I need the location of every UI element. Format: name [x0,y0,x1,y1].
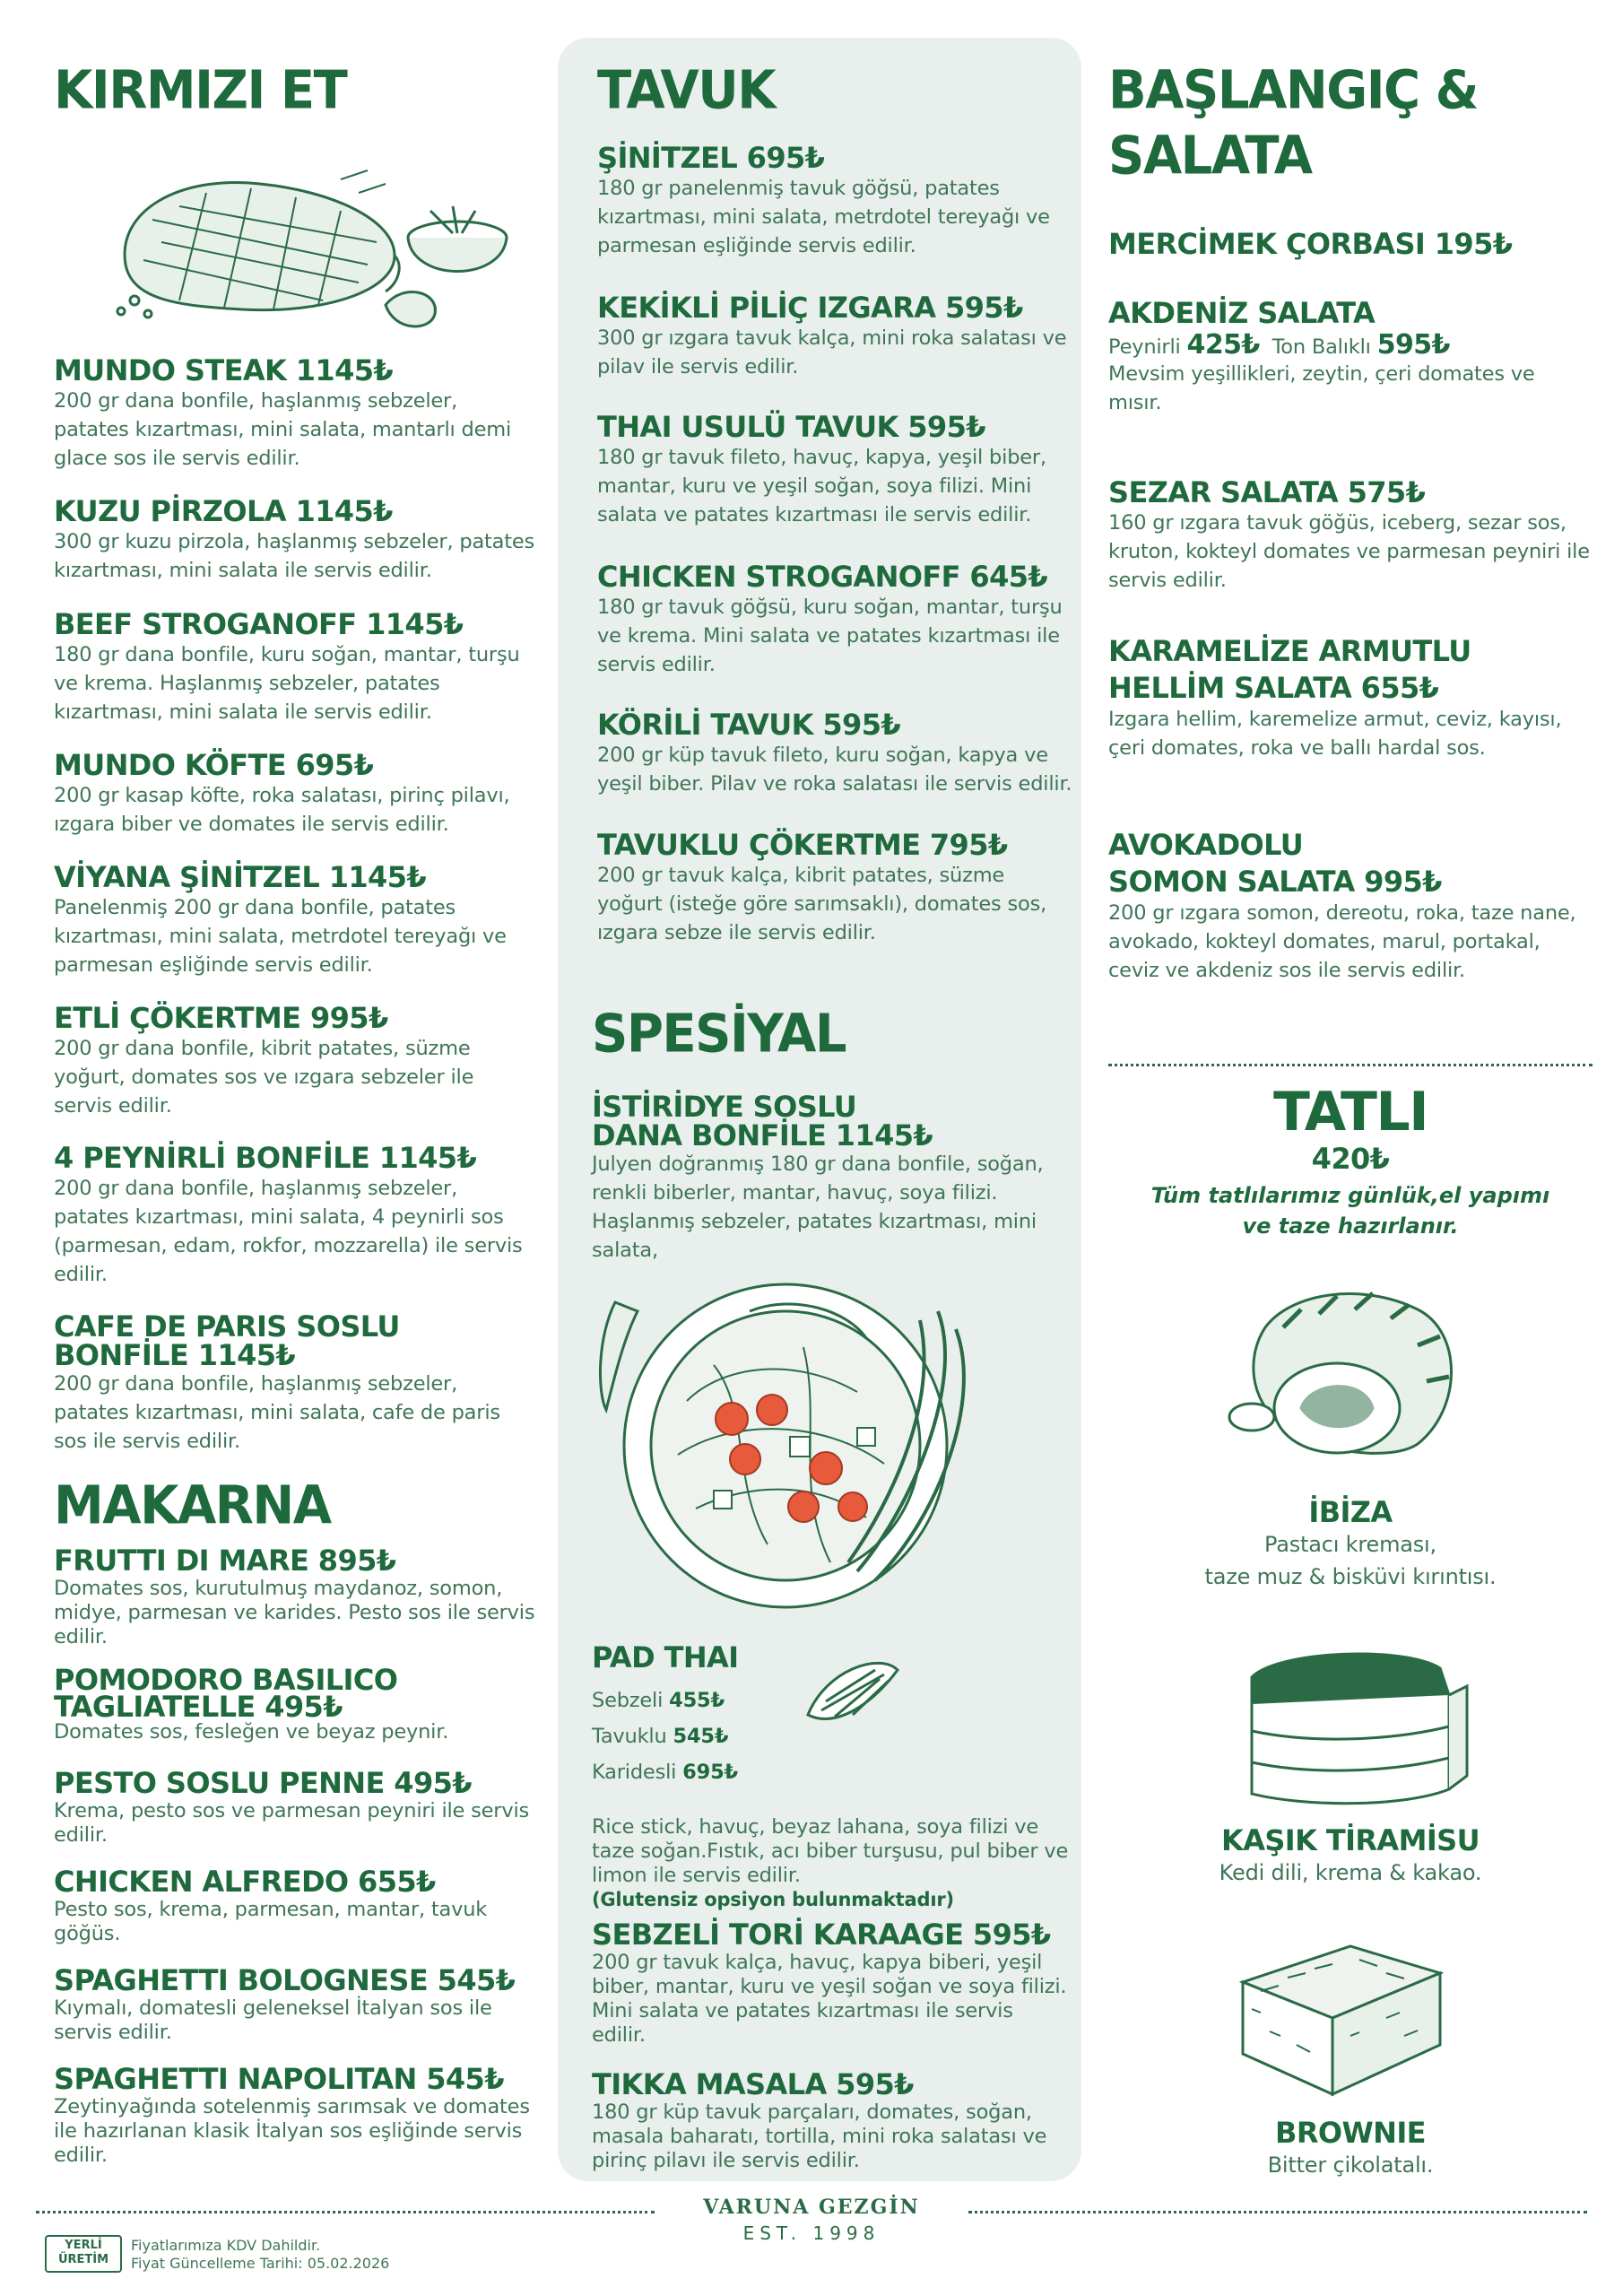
menu-item-soup [1108,228,1593,260]
footer-divider-left [36,2211,655,2213]
footer-update-date: Fiyat Güncelleme Tarihi: 05.02.2026 [131,2255,390,2272]
option-label: Sebzeli [592,1689,664,1712]
menu-item [54,1964,538,2045]
menu-item [592,1092,1072,1265]
item-name-line2: DANA BONFİLE 1145₺ [592,1118,933,1152]
dessert-name: KAŞIK TİRAMİSU [1221,1823,1480,1857]
item-name: PAD THAI [592,1640,739,1674]
badge-line1: YERLİ [65,2239,102,2252]
item-name: CHICKEN ALFREDO 655₺ [54,1865,436,1899]
menu-item [592,1918,1072,2048]
item-description: 160 gr ızgara tavuk göğüs, iceberg, sezar sos, kruton, kokteyl domates ve parmesan peyniri ile servis edilir. [1108,511,1590,592]
option-price: 695₺ [682,1761,738,1784]
menu-item [54,1142,538,1289]
brand-name: VARUNA GEZGİN [703,2196,920,2219]
item-name: VİYANA ŞİNİTZEL 1145₺ [54,860,427,894]
item-name-line2: BONFİLE 1145₺ [54,1338,296,1372]
menu-item [54,1544,538,1649]
item-description: 200 gr ızgara somon, dereotu, roka, taze nane, avokado, kokteyl domates, marul, portakal, ceviz ve akdeniz sos ile servis edilir. [1108,901,1576,982]
pad-thai-option-shrimp [592,1754,1072,1790]
menu-item [1108,825,1593,985]
item-name: AKDENİZ SALATA [1108,296,1376,330]
item-name: TIKKA MASALA 595₺ [592,2067,914,2101]
menu-item [54,861,538,979]
local-production-badge [45,2235,122,2273]
item-name: BEEF STROGANOFF 1145₺ [54,607,464,641]
item-description: Domates sos, fesleğen ve beyaz peynir. [54,1720,449,1744]
item-description: Panelenmiş 200 gr dana bonfile, patates kızartması, mini salata, metrdotel tereyağı ve parmesan eşliğinde servis edilir. [54,896,507,977]
menu-item [54,1002,538,1120]
option-price: 455₺ [669,1689,725,1712]
item-name: İSTİRİDYE SOSLU [592,1090,857,1124]
dessert-name: BROWNIE [1275,2116,1426,2150]
section-title-dessert: TATLI [1272,1081,1428,1144]
item-description: 180 gr küp tavuk parçaları, domates, soğan, masala baharatı, tortilla, mini roka salatası ve pirinç pilavı ile servis edilir. [592,2100,1047,2172]
item-description: 180 gr dana bonfile, kuru soğan, mantar, turşu ve krema. Haşlanmış sebzeler, patates kızartması, mini salata ile servis edilir. [54,643,520,724]
item-name: KUZU PİRZOLA 1145₺ [54,494,393,528]
item-name: THAI USULÜ TAVUK 595₺ [597,410,985,444]
item-name-line2: HELLİM SALATA 655₺ [1108,671,1439,705]
item-description: 300 gr ızgara tavuk kalça, mini roka salatası ve pilav ile servis edilir. [597,326,1067,378]
dessert-tiramisu [1108,1824,1593,1889]
menu-item [54,608,538,726]
item-description: Pesto sos, krema, parmesan, mantar, tavuk göğüs. [54,1898,488,1945]
menu-item [1108,631,1593,762]
dessert-desc-line1: Pastacı kreması, [1264,1532,1436,1557]
item-name: SPAGHETTI NAPOLITAN 545₺ [54,2062,504,2096]
section-title-salads: SALATA [1108,125,1312,187]
item-name-line2: TAGLIATELLE 495₺ [54,1690,343,1724]
menu-item [597,561,1072,679]
dessert-price: 420₺ [1311,1142,1390,1176]
item-description: Izgara hellim, karemelize armut, ceviz, kayısı, çeri domates, roka ve ballı hardal sos. [1108,708,1562,760]
item-description: 180 gr panelenmiş tavuk göğsü, patates kızartması, mini salata, metrdotel tereyağı ve parmesan eşliğinde servis edilir. [597,177,1050,257]
item-description: 200 gr küp tavuk fileto, kuru soğan, kapya ve yeşil biber. Pilav ve roka salatası ile servis edilir. [597,744,1072,796]
item-name: KÖRİLİ TAVUK 595₺ [597,708,901,742]
item-description: Domates sos, kurutulmuş maydanoz, somon, midye, parmesan ve karides. Pesto sos ile servis edilir. [54,1577,535,1648]
item-name: CHICKEN STROGANOFF 645₺ [597,560,1048,594]
item-name: ETLİ ÇÖKERTME 995₺ [54,1001,388,1035]
menu-item [597,411,1072,529]
item-name: TAVUKLU ÇÖKERTME 795₺ [597,828,1008,862]
menu-item [54,1309,538,1456]
lemon-slice-icon [799,1652,907,1742]
footer-brand [655,2196,968,2244]
item-description: 200 gr tavuk kalça, kibrit patates, süzme yoğurt (isteğe göre sarımsaklı), domates sos, ızgara sebze ile servis edilir. [597,864,1047,944]
menu-item [54,1866,538,1946]
section-title-starters: BAŞLANGIÇ & [1108,59,1478,121]
steak-illustration-icon [99,157,520,336]
section-title-red-meat: KIRMIZI ET [54,59,347,121]
item-name: FRUTTI DI MARE 895₺ [54,1544,396,1578]
section-divider [1108,1064,1593,1066]
item-name: KARAMELİZE ARMUTLU [1108,634,1471,668]
option-label: Peynirli [1108,335,1181,359]
brownie-illustration-icon [1225,1919,1458,2099]
item-name: MUNDO KÖFTE 695₺ [54,748,374,782]
brand-est: EST. 1998 [742,2222,881,2244]
dessert-brownie [1108,2117,1593,2181]
item-description: Rice stick, havuç, beyaz lahana, soya filizi ve taze soğan.Fıstık, acı biber turşusu, pul biber ve limon ile servis edilir. [592,1815,1069,1887]
section-title-chicken: TAVUK [597,59,776,121]
dessert-desc-line1: Bitter çikolatalı. [1267,2152,1434,2178]
item-name: KEKİKLİ PİLİÇ IZGARA 595₺ [597,291,1023,325]
option-price: 595₺ [1376,329,1450,361]
item-name: MERCİMEK ÇORBASI 195₺ [1108,227,1513,261]
item-description: 200 gr dana bonfile, haşlanmış sebzeler, patates kızartması, mini salata, 4 peynirli sos (parmesan, edam, rokfor, mozzarella) ile servis edilir. [54,1177,523,1286]
pad-thai-illustration-icon [588,1275,1055,1625]
dessert-name: İBİZA [1308,1495,1393,1529]
gluten-free-note: (Glutensiz opsiyon bulunmaktadır) [592,1889,954,1910]
item-name-line2: SOMON SALATA 995₺ [1108,865,1442,899]
menu-item [54,495,538,585]
menu-item [54,749,538,839]
item-description: Krema, pesto sos ve parmesan peyniri ile servis edilir. [54,1799,530,1847]
option-price: 545₺ [673,1725,729,1748]
item-description: Zeytinyağında sotelenmiş sarımsak ve domates ile hazırlanan klasik İtalyan sos eşliğinde servis edilir. [54,2095,530,2167]
menu-item [1108,476,1593,595]
dessert-note-line2: ve taze hazırlanır. [1242,1213,1459,1239]
menu-item [597,709,1072,798]
menu-item [54,1767,538,1848]
menu-item [597,829,1072,947]
option-label: Karidesli [592,1761,677,1784]
option-price: 425₺ [1186,329,1260,361]
dessert-desc-line2: taze muz & bisküvi kırıntısı. [1204,1564,1497,1589]
item-description: 200 gr tavuk kalça, havuç, kapya biberi, yeşil biber, mantar, kuru ve yeşil soğan ve soya filizi. Mini salata ve patates kızartması ile servis edilir. [592,1951,1067,2047]
item-name: POMODORO BASILICO [54,1663,398,1697]
menu-item [592,2068,1072,2173]
item-name: AVOKADOLU [1108,828,1304,862]
dessert-note-line1: Tüm tatlılarımız günlük,el yapımı [1150,1183,1550,1208]
column-chicken [558,38,1081,2181]
item-description: 200 gr dana bonfile, kibrit patates, süzme yoğurt, domates sos ve ızgara sebzeler ile servis edilir. [54,1037,474,1118]
footer-vat-note: Fiyatlarımıza KDV Dahildir. [131,2237,321,2254]
menu-item [597,142,1072,260]
item-description: Julyen doğranmış 180 gr dana bonfile, soğan, renkli biberler, mantar, havuç, soya filizi. Haşlanmış sebzeler, patates kızartması, mini salata, [592,1152,1044,1262]
item-description: 200 gr kasap köfte, roka salatası, pirinç pilavı, ızgara biber ve domates ile servis edilir. [54,784,510,836]
menu-item [54,1663,538,1744]
dessert-ibiza [1108,1496,1593,1593]
menu-item [54,354,538,473]
footer-divider-right [968,2211,1587,2213]
item-description: 300 gr kuzu pirzola, haşlanmış sebzeler, patates kızartması, mini salata ile servis edilir. [54,530,535,582]
item-description: Kıymalı, domatesli geleneksel İtalyan sos ile servis edilir. [54,1996,492,2044]
badge-line2: ÜRETİM [57,2253,109,2266]
roll-cake-illustration-icon [1211,1274,1480,1480]
item-name: SEZAR SALATA 575₺ [1108,475,1426,509]
item-description: 180 gr tavuk göğsü, kuru soğan, mantar, turşu ve krema. Mini salata ve patates kızartması ile servis edilir. [597,596,1063,676]
dessert-desc-line1: Kedi dili, krema & kakao. [1219,1860,1482,1885]
item-name: PESTO SOSLU PENNE 495₺ [54,1766,472,1800]
menu-item [597,291,1072,381]
section-title-special: SPESİYAL [592,1003,846,1065]
item-description: Mevsim yeşillikleri, zeytin, çeri domates ve mısır. [1108,362,1535,414]
tiramisu-illustration-icon [1225,1632,1476,1812]
menu-item [54,2063,538,2168]
option-label: Tavuklu [592,1725,667,1748]
item-description: 180 gr tavuk fileto, havuç, kapya, yeşil biber, mantar, kuru ve yeşil soğan, soya filizi. Mini salata ve patates kızartması ile servis edilir. [597,446,1046,526]
item-name: MUNDO STEAK 1145₺ [54,353,394,387]
menu-item [1108,297,1593,417]
item-name: SEBZELİ TORİ KARAAGE 595₺ [592,1918,1051,1952]
section-title-pasta: MAKARNA [54,1474,331,1536]
dessert-header [1108,1081,1593,1241]
item-description: 200 gr dana bonfile, haşlanmış sebzeler, patates kızartması, mini salata, cafe de paris sos ile servis edilir. [54,1372,500,1453]
item-name: SPAGHETTI BOLOGNESE 545₺ [54,1963,516,1997]
item-name: ŞİNİTZEL 695₺ [597,141,825,175]
item-name: 4 PEYNİRLİ BONFİLE 1145₺ [54,1141,477,1175]
option-label: Ton Balıklı [1271,335,1371,359]
item-name: CAFE DE PARIS SOSLU [54,1309,400,1344]
item-description: 200 gr dana bonfile, haşlanmış sebzeler, patates kızartması, mini salata, mantarlı demi glace sos ile servis edilir. [54,389,512,470]
